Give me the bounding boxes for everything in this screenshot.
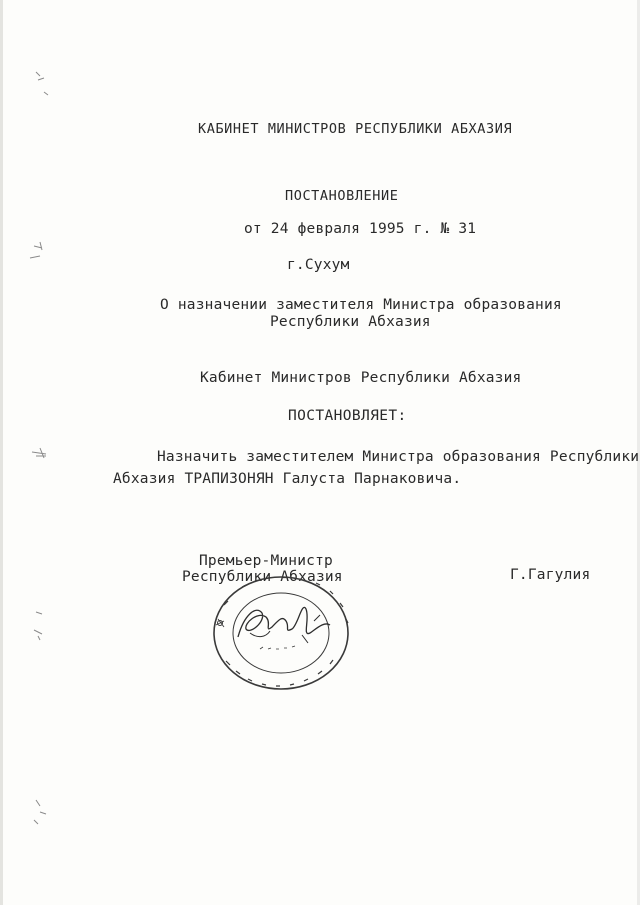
body-line-2: Абхазия ТРАПИЗОНЯН Галуста Парнаковича. (113, 471, 462, 487)
signature-position-line-1: Премьер-Министр (199, 553, 333, 569)
document-date: от 24 февраля 1995 г. № 31 (244, 221, 477, 237)
signature-position-line-2: Республики Абхазия (182, 569, 343, 585)
document-type: ПОСТАНОВЛЕНИЕ (285, 188, 399, 204)
subject-line-1: О назначении заместителя Министра образования (160, 297, 562, 313)
official-stamp (206, 575, 356, 695)
document-title: КАБИНЕТ МИНИСТРОВ РЕСПУБЛИКИ АБХАЗИЯ (198, 121, 513, 137)
document-city: г.Сухум (287, 257, 350, 273)
resolves-heading: ПОСТАНОВЛЯЕТ: (288, 408, 407, 424)
subject-line-2: Республики Абхазия (270, 314, 431, 330)
signer-name: Г.Гагулия (510, 567, 591, 583)
preamble: Кабинет Министров Республики Абхазия (200, 370, 522, 386)
body-line-1: Назначить заместителем Министра образования Республики (157, 449, 640, 465)
scan-marks (0, 0, 60, 905)
